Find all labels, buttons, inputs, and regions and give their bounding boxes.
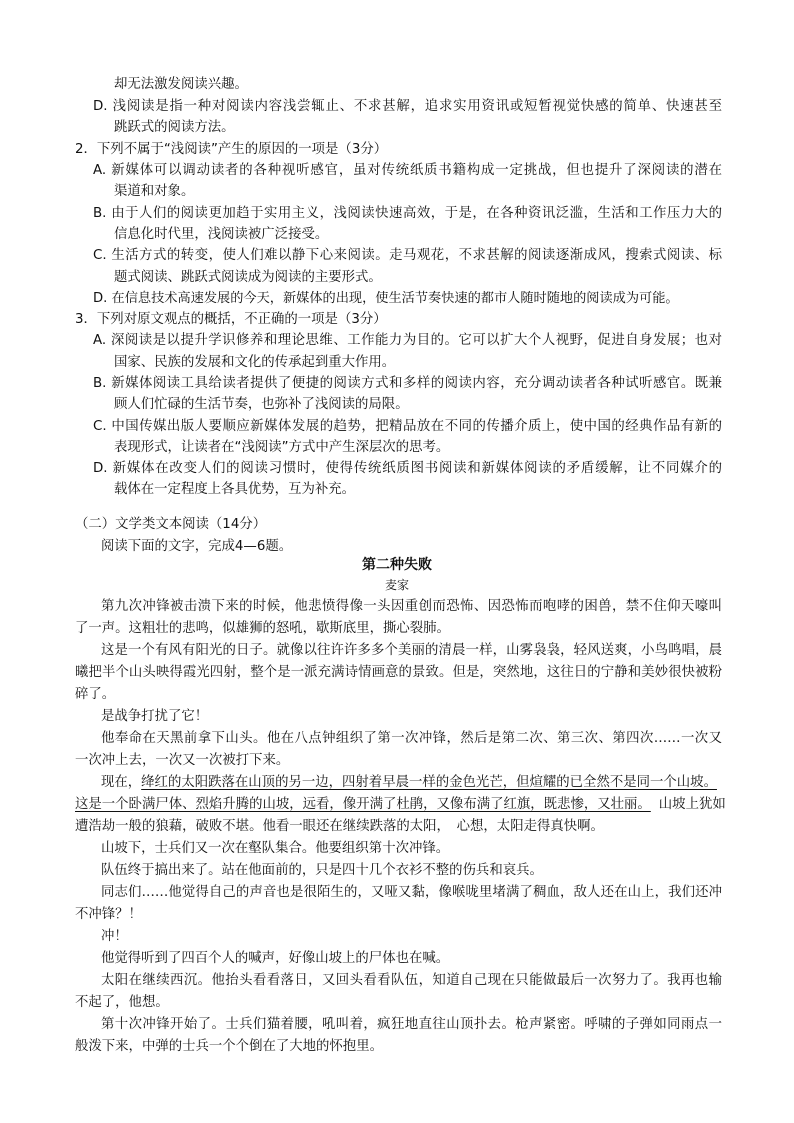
q2-option-a-line2: 渠道和对象。 [114,184,195,199]
story-paragraph-3: 是战争打扰了它！ [101,709,209,724]
q3-stem: 3．下列对原文观点的概括，不正确的一项是（3分） [75,312,387,327]
story-title: 第二种失败 [362,557,432,573]
story-paragraph-12-line2: 般泼下来，中弹的士兵一个个倒在了大地的怀抱里。 [75,1039,383,1054]
story-paragraph-4-line1: 他奉命在天黑前拿下山头。他在八点钟组织了第一次冲锋，然后是第二次、第三次、第四次……一次又 [101,731,722,746]
q3-option-d-line1: D. 新媒体在改变人们的阅读习惯时，使得传统纸质图书阅读和新媒体阅读的矛盾缓解，让不同媒介的 [93,461,722,476]
q2-option-c-line1: C. 生活方式的转变，使人们难以静下心来阅读。走马观花，不求甚解的阅读逐渐成风，搜索式阅读、标 [93,248,722,263]
story-paragraph-11-line1: 太阳在继续西沉。他抬头看看落日，又回头看看队伍，知道自己现在只能做最后一次努力了。我再也输 [101,973,722,988]
q2-option-a-line1: A. 新媒体可以调动读者的各种视听感官，虽对传统纸质书籍构成一定挑战，但也提升了深阅读的潜在 [93,163,722,178]
story-paragraph-8-line2: 不冲锋？！ [75,907,142,922]
story-underlined-sentence-1: 绛红的太阳跌落在山顶的另一边，四射着早晨一样的金色光芒，但煊耀的已全然不是同一个山坡。 [141,775,717,790]
story-paragraph-7: 队伍终于搞出来了。站在他面前的，只是四十几个衣衫不整的伤兵和哀兵。 [101,863,543,878]
story-paragraph-12-line1: 第十次冲锋开始了。士兵们猫着腰，吼叫着，疯狂地直往山顶扑去。枪声紧密。呼啸的子弹如同雨点一 [101,1017,722,1032]
q2-stem: 2．下列不属于“浅阅读”产生的原因的一项是（3分） [75,142,388,157]
q1-option-d-line2: 跳跃式的阅读方法。 [114,120,235,135]
story-paragraph-5-tail: 山坡上犹如 [658,797,726,812]
story-paragraph-2-line2: 曦把半个山头映得霞光四射，整个是一派充满诗情画意的景致。但是，突然地，这往日的宁静和美妙很快被粉 [75,665,722,680]
section-instruction: 阅读下面的文字，完成4—6题。 [101,539,293,554]
story-paragraph-5-line2 [75,795,726,815]
q2-option-b-line1: B. 由于人们的阅读更加趋于实用主义，浅阅读快速高效，于是，在各种资讯泛滥，生活和工作压力大的 [93,206,722,221]
q3-option-c-line1: C. 中国传媒出版人要顺应新媒体发展的趋势，把精品放在不同的传播介质上，使中国的经典作品有新的 [93,419,722,434]
q3-option-b-line1: B. 新媒体阅读工具给读者提供了便捷的阅读方式和多样的阅读内容，充分调动读者各种试听感官。既兼 [93,376,722,391]
q3-option-b-line2: 顾人们忙碌的生活节奏，也弥补了浅阅读的局限。 [114,397,409,412]
story-paragraph-6: 山坡下，士兵们又一次在壑队集合。他要组织第十次冲锋。 [101,841,450,856]
q1-option-c-tail: 却无法激发阅读兴趣。 [114,77,248,92]
story-paragraph-4-line2: 一次冲上去，一次又一次被打下来。 [75,753,290,768]
story-paragraph-9: 冲！ [101,929,128,944]
story-underlined-sentence-2: 这是一个卧满尸体、烈焰升腾的山坡，远看，像开满了杜鹃，又像布满了红旗，既悲惨，又壮丽。 [75,797,651,812]
q3-option-a-line2: 国家、民族的发展和文化的传承起到重大作用。 [114,355,396,370]
story-author: 麦家 [384,578,409,592]
q3-option-a-line1: A. 深阅读是以提升学识修养和理论思维、工作能力为目的。它可以扩大个人视野，促进自身发展；也对 [93,333,722,348]
q1-option-d-line1: D. 浅阅读是指一种对阅读内容浅尝辄止、不求甚解，追求实用资讯或短暂视觉快感的简单、快速甚至 [93,99,722,114]
story-paragraph-5-lead: 现在， [101,775,142,790]
story-paragraph-5-line3: 遭浩劫一般的狼藉，破败不堪。他看一眼还在继续跌落的太阳， 心想，太阳走得真快啊。 [75,819,604,834]
story-paragraph-1-line1: 第九次冲锋被击溃下来的时候，他悲愤得像一头因重创而恐怖、因恐怖而咆哮的困兽，禁不住仰天嚎叫 [101,599,722,614]
story-paragraph-5-line1 [101,773,717,793]
story-paragraph-10: 他觉得听到了四百个人的喊声，好像山坡上的尸体也在喊。 [101,951,450,966]
q2-option-b-line2: 信息化时代里，浅阅读被广泛接受。 [114,227,329,242]
story-paragraph-11-line2: 不起了，他想。 [75,995,169,1010]
story-paragraph-1-line2: 了一声。这粗壮的悲鸣，似雄狮的怒吼，歇斯底里，撕心裂肺。 [75,621,450,636]
section-heading: （二）文学类文本阅读（14分） [75,517,267,532]
q2-option-d-line1: D. 在信息技术高速发展的今天，新媒体的出现，使生活节奏快速的都市人随时随地的阅读成为可能。 [93,291,679,306]
story-paragraph-2-line1: 这是一个有风有阳光的日子。就像以往许许多多个美丽的清晨一样，山雾袅袅，轻风送爽，小鸟鸣唱，晨 [101,643,722,658]
q2-option-c-line2: 题式阅读、跳跃式阅读成为阅读的主要形式。 [114,270,382,285]
story-paragraph-8-line1: 同志们……他觉得自己的声音也是很陌生的，又哑又黏，像喉咙里堵满了稠血，敌人还在山上，我们还冲 [101,885,722,900]
q3-option-c-line2: 表现形式，让读者在“浅阅读”方式中产生深层次的思考。 [114,440,450,455]
story-paragraph-2-line3: 碎了。 [75,687,116,702]
q3-option-d-line2: 载体在一定程度上各具优势，互为补充。 [114,482,356,497]
